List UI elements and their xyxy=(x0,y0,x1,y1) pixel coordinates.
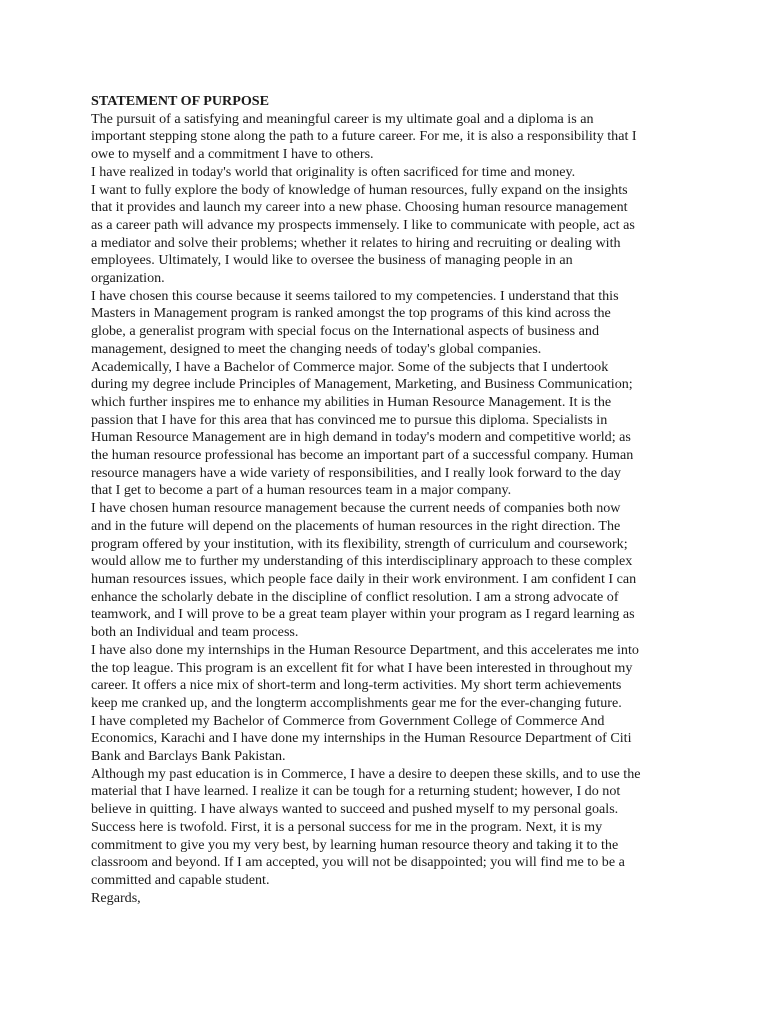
text-line: Success here is twofold. First, it is a personal success for me in the program. Next, it is my xyxy=(91,818,603,835)
paragraph xyxy=(91,713,691,766)
text-line: that I get to become a part of a human resources team in a major company. xyxy=(91,482,512,499)
text-line: Human Resource Management are in high demand in today's modern and competitive world; as xyxy=(91,429,631,446)
text-line: both an Individual and team process. xyxy=(91,624,299,641)
text-line: enhance the scholarly debate in the discipline of conflict resolution. I am a strong advocate of xyxy=(91,588,619,605)
text-line: the human resource professional has become an important part of a successful company. Human xyxy=(91,447,634,464)
text-line: owe to myself and a commitment I have to others. xyxy=(91,146,374,163)
text-line: a mediator and solve their problems; whether it relates to hiring and recruiting or dealing with xyxy=(91,234,621,251)
text-line: commitment to give you my very best, by learning human resource theory and taking it to the xyxy=(91,836,619,853)
text-line: program offered by your institution, with its flexibility, strength of curriculum and coursework; xyxy=(91,535,628,552)
text-line: organization. xyxy=(91,270,165,287)
text-line: The pursuit of a satisfying and meaningful career is my ultimate goal and a diploma is an xyxy=(91,110,594,127)
text-line: which further inspires me to enhance my abilities in Human Resource Management. It is the xyxy=(91,393,612,410)
text-line: globe, a generalist program with special focus on the International aspects of business and xyxy=(91,323,600,340)
paragraph xyxy=(91,182,691,288)
text-line: I have completed my Bachelor of Commerce from Government College of Commerce And xyxy=(91,712,605,729)
document-title: STATEMENT OF PURPOSE xyxy=(91,93,270,109)
text-line: keep me cranked up, and the longterm accomplishments gear me for the ever-changing future. xyxy=(91,694,622,711)
text-line: Regards, xyxy=(91,889,141,906)
paragraph xyxy=(91,359,691,501)
paragraph xyxy=(91,111,691,164)
paragraph xyxy=(91,164,691,182)
text-line: I have also done my internships in the Human Resource Department, and this accelerates me into xyxy=(91,641,639,658)
text-line: I have realized in today's world that originality is often sacrificed for time and money. xyxy=(91,163,576,180)
text-line: classroom and beyond. If I am accepted, you will not be disappointed; you will find me to be a xyxy=(91,854,625,871)
text-line: important stepping stone along the path to a future career. For me, it is also a responsibility that I xyxy=(91,128,637,145)
text-line: Economics, Karachi and I have done my internships in the Human Resource Department of Citi xyxy=(91,730,632,747)
text-line: the top league. This program is an excellent fit for what I have been interested in throughout my xyxy=(91,659,633,676)
text-line: during my degree include Principles of Management, Marketing, and Business Communication; xyxy=(91,376,633,393)
text-line: Academically, I have a Bachelor of Commerce major. Some of the subjects that I undertook xyxy=(91,358,609,375)
paragraph xyxy=(91,288,691,359)
text-line: I have chosen this course because it seems tailored to my competencies. I understand that this xyxy=(91,287,619,304)
text-line: human resources issues, which people face daily in their work environment. I am confident I can xyxy=(91,570,637,587)
text-line: material that I have learned. I realize it can be tough for a returning student; however, I do not xyxy=(91,783,621,800)
paragraph xyxy=(91,642,691,713)
text-line: and in the future will depend on the placements of human resources in the right direction. The xyxy=(91,517,621,534)
document-page xyxy=(91,93,691,907)
text-line: I want to fully explore the body of knowledge of human resources, fully expand on the insights xyxy=(91,181,628,198)
text-line: passion that I have for this area that has convinced me to pursue this diploma. Specialists in xyxy=(91,411,608,428)
text-line: that it provides and launch my career into a new phase. Choosing human resource management xyxy=(91,199,628,216)
text-line: employees. Ultimately, I would like to oversee the business of managing people in an xyxy=(91,252,573,269)
text-line: Masters in Management program is ranked amongst the top programs of this kind across the xyxy=(91,305,611,322)
text-line: I have chosen human resource management because the current needs of companies both now xyxy=(91,500,621,517)
text-line: as a career path will advance my prospects immensely. I like to communicate with people, act as xyxy=(91,216,635,233)
text-line: would allow me to further my understanding of this interdisciplinary approach to these complex xyxy=(91,553,633,570)
text-line: career. It offers a nice mix of short-term and long-term activities. My short term achievements xyxy=(91,677,622,694)
paragraph xyxy=(91,766,691,890)
text-line: committed and capable student. xyxy=(91,871,270,888)
text-line: Although my past education is in Commerce, I have a desire to deepen these skills, and to use the xyxy=(91,765,641,782)
text-line: resource managers have a wide variety of responsibilities, and I really look forward to the day xyxy=(91,464,621,481)
document-body xyxy=(91,111,691,908)
text-line: management, designed to meet the changing needs of today's global companies. xyxy=(91,340,542,357)
paragraph xyxy=(91,890,691,908)
text-line: believe in quitting. I have always wanted to succeed and pushed myself to my personal goals. xyxy=(91,801,619,818)
text-line: teamwork, and I will prove to be a great team player within your program as I regard learning as xyxy=(91,606,635,623)
paragraph xyxy=(91,500,691,642)
text-line: Bank and Barclays Bank Pakistan. xyxy=(91,748,286,765)
